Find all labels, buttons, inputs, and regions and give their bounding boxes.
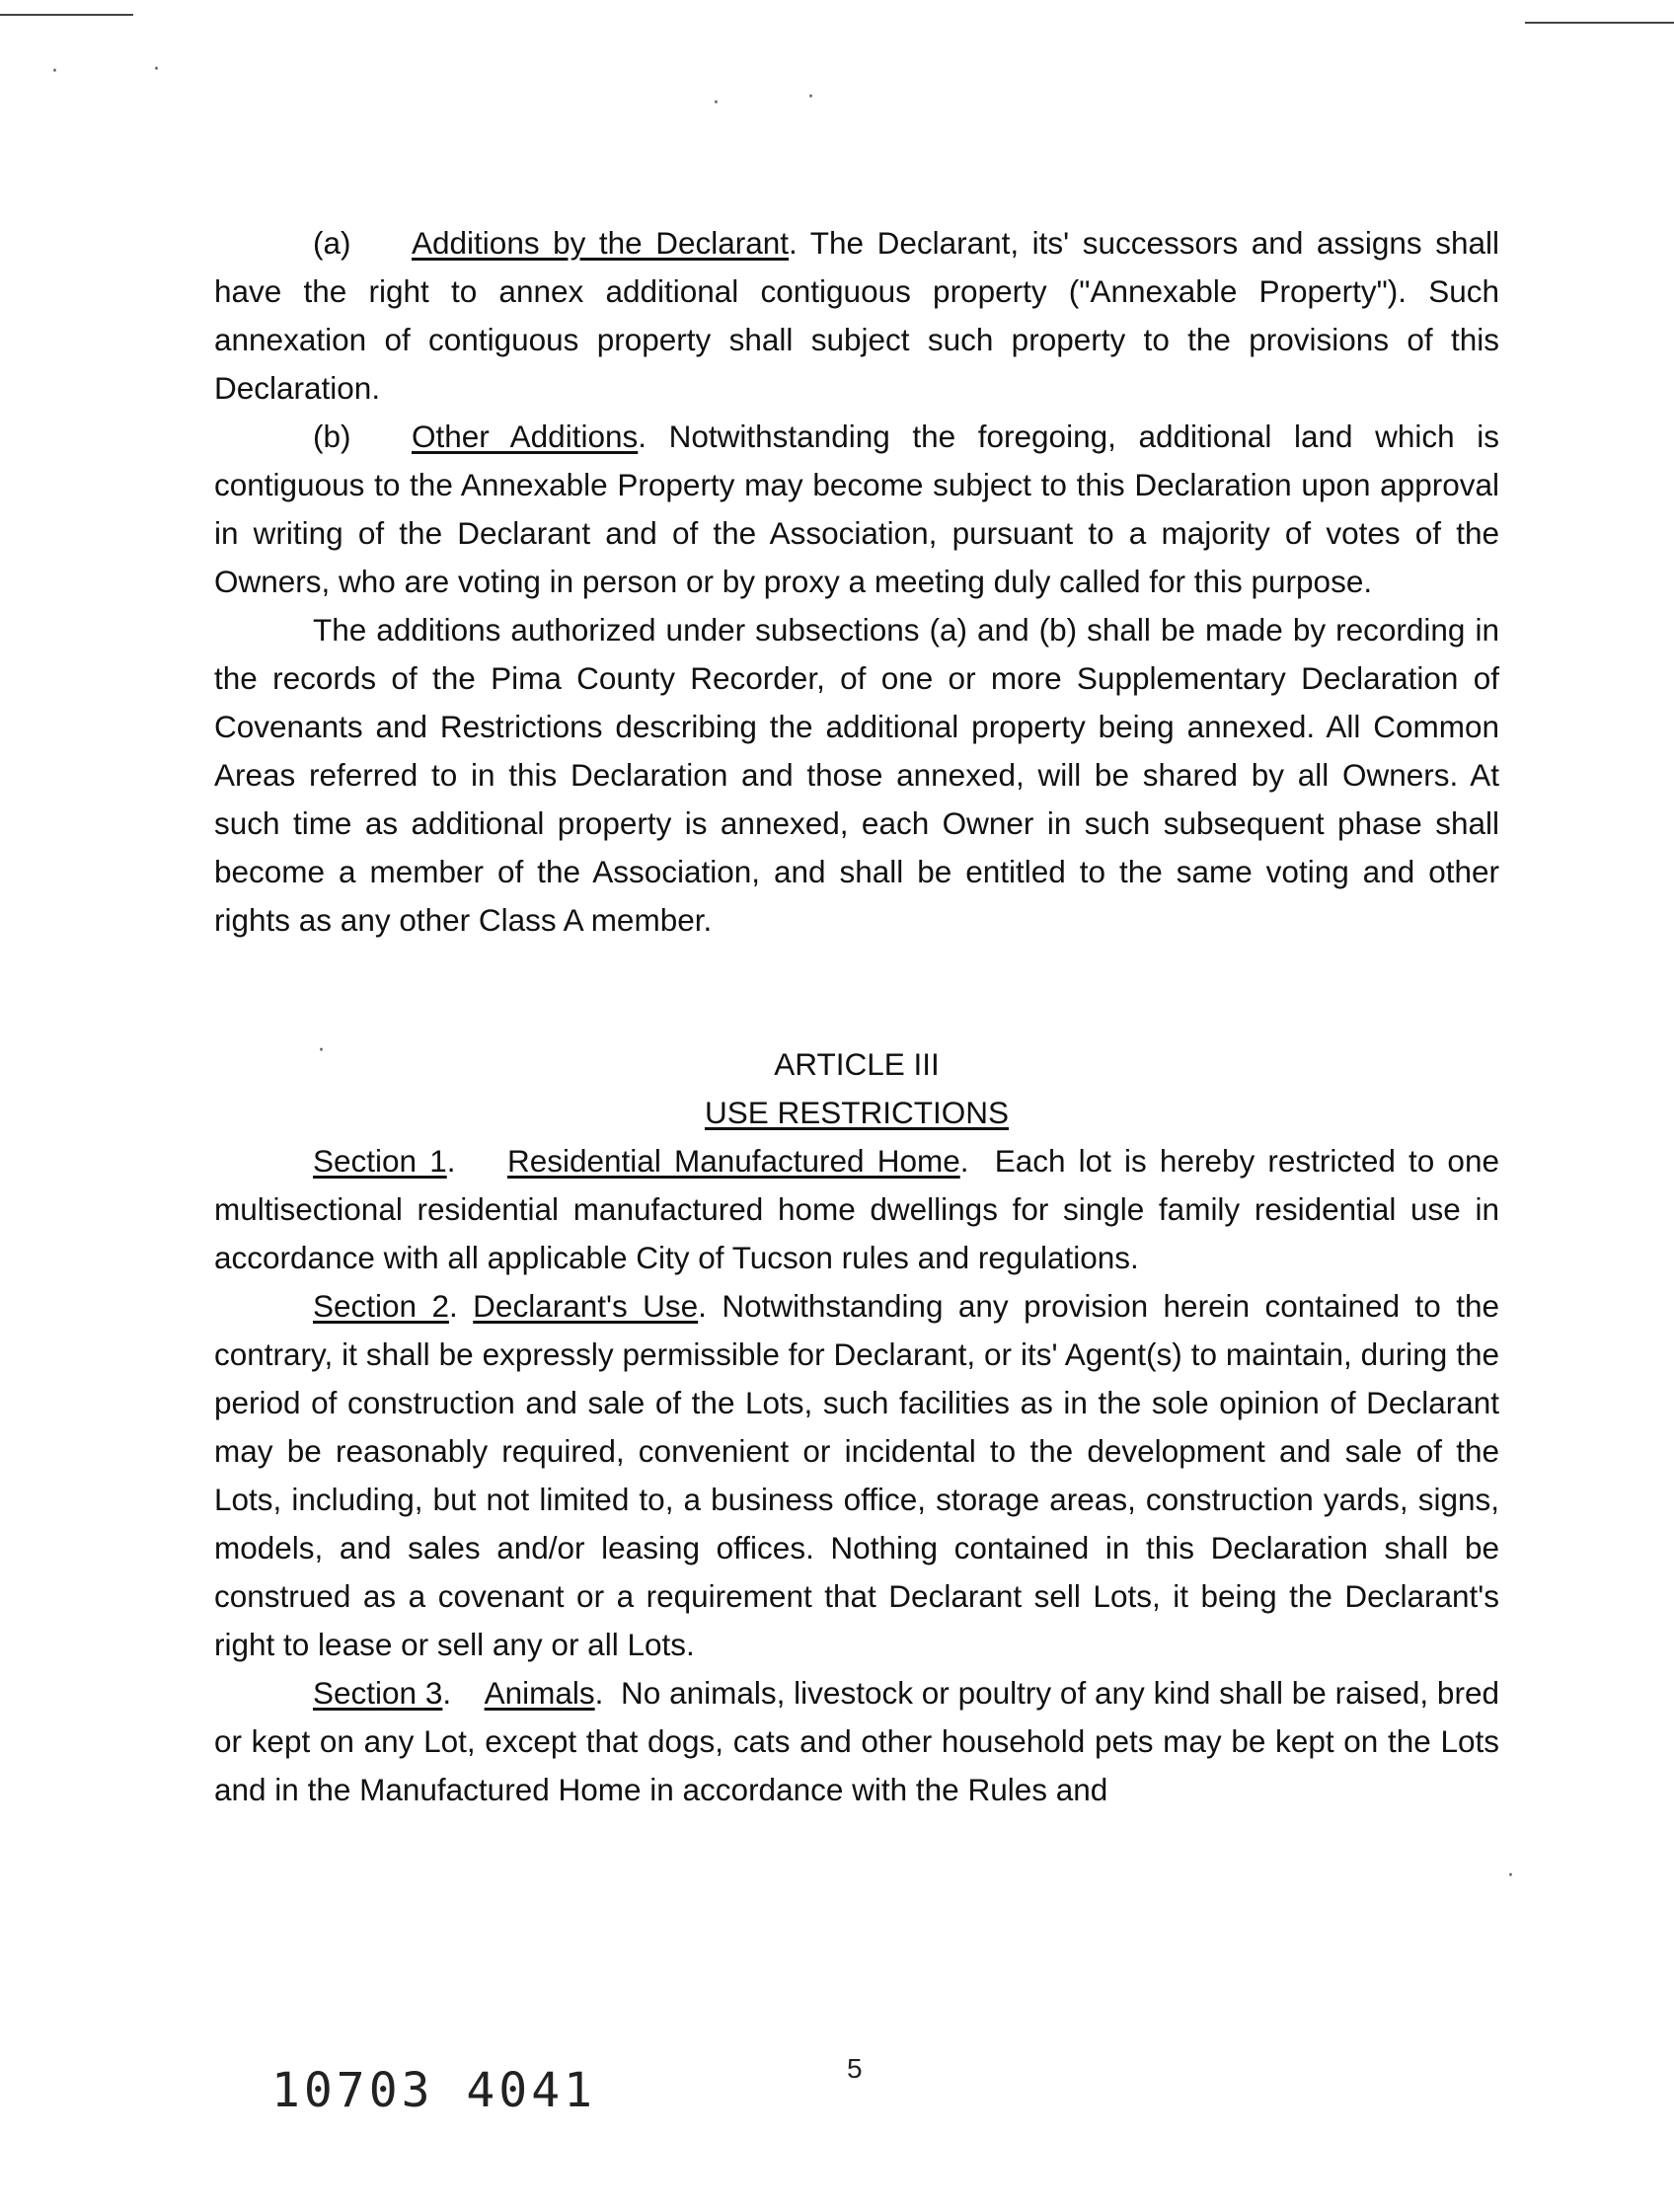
scan-speck: · <box>153 57 160 82</box>
subsection-title: Additions by the Declarant <box>412 225 790 261</box>
paragraph-a <box>214 219 1499 413</box>
scan-speck: · <box>51 59 58 84</box>
scan-edge-line-left <box>0 14 133 16</box>
recording-number: 10703 4041 <box>271 2063 596 2118</box>
section-1: Section 1. Residential Manufactured Home. Each lot is hereby restricted to one multisectional residential manufactured home dwellings for single family residential use in accordance with all applicable City of Tucson rules and regulations. <box>214 1143 1499 1275</box>
lower-body-text <box>214 1137 1499 1814</box>
section-label: Section 2 <box>313 1288 449 1324</box>
section-3: Section 3. Animals. No animals, livestock or poultry of any kind shall be raised, bred or kept on any Lot, except that dogs, cats and other household pets may be kept on the Lots and in the Manufactured Home in accordance with the Rules and <box>214 1675 1499 1807</box>
section-text: Notwithstanding any provision herein contained to the contrary, it shall be expressly permissible for Declarant, or its' Agent(s) to maintain, during the period of construction and sale of the Lots, such facilities as in the sole opinion of Declarant may be reasonably required, convenient or incidental to the development and sale of the Lots, including, but not limited to, a business office, storage areas, construction yards, signs, models, and sales and/or leasing offices. Nothing contained in this Declaration shall be construed as a covenant or a requirement that Declarant sell Lots, it being the Declarant's right to lease or sell any or all Lots. <box>214 1288 1499 1662</box>
page-number: 5 <box>847 2053 863 2084</box>
scan-speck: · <box>713 91 720 115</box>
section-2: Section 2. Declarant's Use. Notwithstanding any provision herein contained to the contrary, it shall be expressly permissible for Declarant, or its' Agent(s) to maintain, during the period of construction and sale of the Lots, such facilities as in the sole opinion of Declarant may be reasonably required, convenient or incidental to the development and sale of the Lots, including, but not limited to, a business office, storage areas, construction yards, signs, models, and sales and/or leasing offices. Nothing contained in this Declaration shall be construed as a covenant or a requirement that Declarant sell Lots, it being the Declarant's right to lease or sell any or all Lots. <box>214 1288 1499 1662</box>
scan-speck: · <box>1507 1864 1514 1888</box>
section-title: Residential Manufactured Home <box>506 1143 960 1179</box>
section-label: Section 3 <box>313 1675 443 1711</box>
subsection-label: (b) <box>313 419 351 454</box>
paragraph-text: . The Declarant, its' successors and assigns shall have the right to annex additional contiguous property ("Annexable Property"). Such annexation of contiguous property shall subject such property to the provisions of this Declaration. <box>214 225 1499 406</box>
subsection-label: (a) <box>313 225 351 261</box>
paragraph-additions: The additions authorized under subsections (a) and (b) shall be made by recording in the records of the Pima County Recorder, of one or more Supplementary Declaration of Covenants and Restrictions describing the additional property being annexed. All Common Areas referred to in this Declaration and those annexed, will be shared by all Owners. At such time as additional property is annexed, each Owner in such subsequent phase shall become a member of the Association, and shall be entitled to the same voting and other rights as any other Class A member. <box>214 612 1499 938</box>
scan-speck: · <box>807 85 814 110</box>
article-number: ARTICLE III <box>774 1046 940 1082</box>
scan-speck: · <box>318 1038 325 1063</box>
section-title: Animals <box>484 1675 595 1711</box>
paragraph-text: . Notwithstanding the foregoing, additional land which is contiguous to the Annexable Property may become subject to this Declaration upon approval in writing of the Declarant and of the Association, pursuant to a majority of votes of the Owners, who are voting in person or by proxy a meeting duly called for this purpose. <box>214 419 1499 599</box>
upper-body-text <box>214 219 1499 945</box>
subsection-title: Other Additions <box>412 419 639 454</box>
paragraph-b <box>214 413 1499 606</box>
section-title: Declarant's Use <box>473 1288 699 1324</box>
section-text: No animals, livestock or poultry of any kind shall be raised, bred or kept on any Lot, except that dogs, cats and other household pets may be kept on the Lots and in the Manufactured Home in accordance with the Rules and <box>214 1675 1499 1807</box>
section-text: Each lot is hereby restricted to one multisectional residential manufactured home dwellings for single family residential use in accordance with all applicable City of Tucson rules and regulations. <box>214 1143 1499 1275</box>
article-title: USE RESTRICTIONS <box>704 1095 1010 1130</box>
scan-edge-line-right <box>1525 22 1674 24</box>
section-label: Section 1 <box>313 1143 447 1179</box>
